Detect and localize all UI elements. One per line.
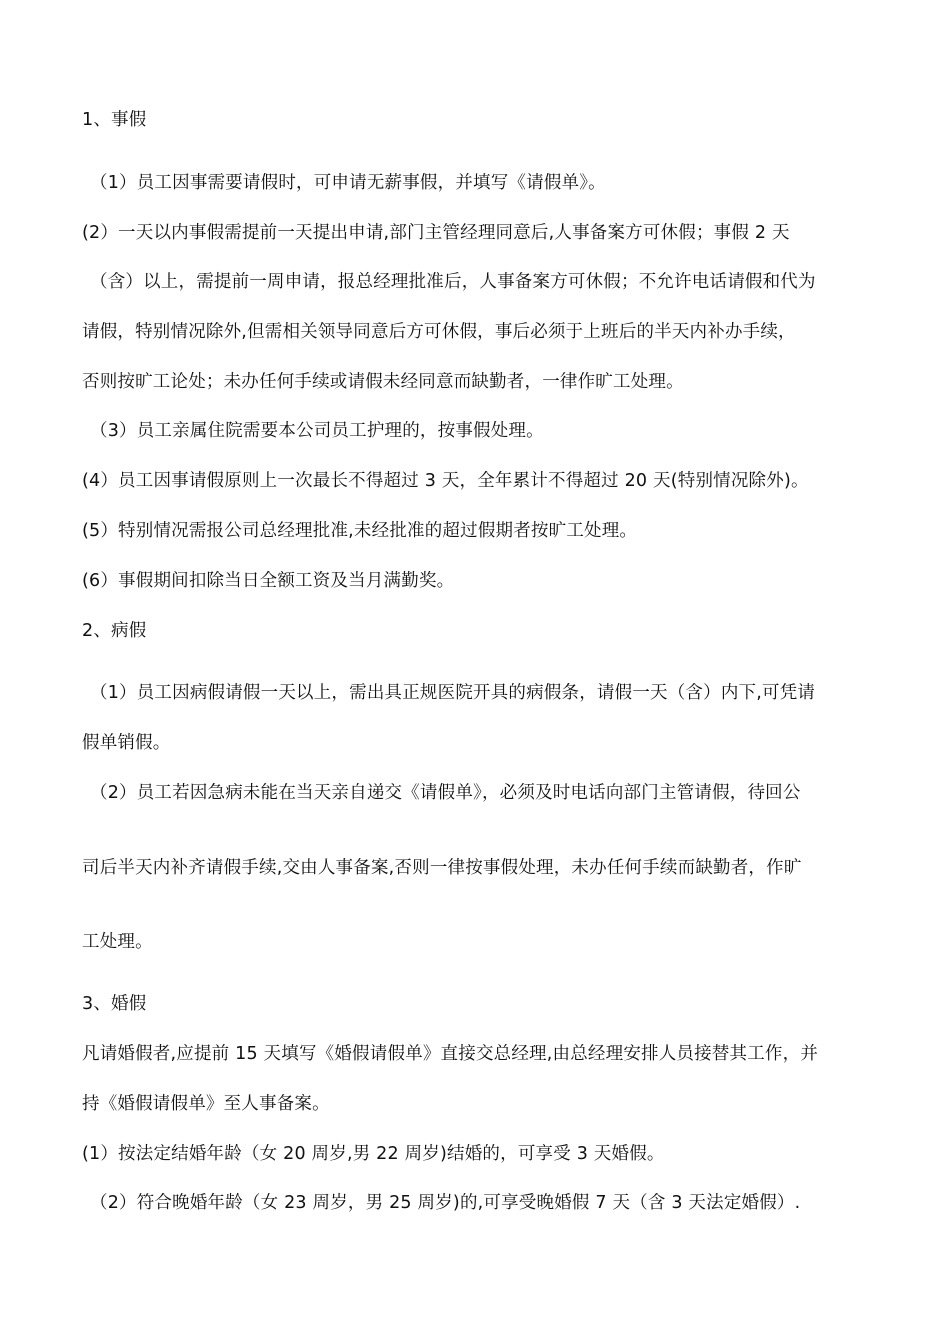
- paragraph-line: (2）一天以内事假需提前一天提出申请,部门主管经理同意后,人事备案方可休假；事假 2 天: [82, 223, 790, 243]
- paragraph: (5）特别情况需报公司总经理批准,未经批准的超过假期者按旷工处理。: [82, 521, 638, 541]
- paragraph-line: （含）以上，需提前一周申请，报总经理批准后，人事备案方可休假；不允许电话请假和代为: [90, 272, 816, 292]
- paragraph: (6）事假期间扣除当日全额工资及当月满勤奖。: [82, 571, 455, 591]
- paragraph-line: 持《婚假请假单》至人事备案。: [82, 1094, 330, 1114]
- paragraph-line: 否则按旷工论处；未办任何手续或请假未经同意而缺勤者，一律作旷工处理。: [82, 372, 684, 392]
- paragraph-line: 请假，特别情况除外,但需相关领导同意后方可休假，事后必须于上班后的半天内补办手续，: [82, 322, 796, 342]
- paragraph: （2）符合晚婚年龄（女 23 周岁，男 25 周岁)的,可享受晚婚假 7 天（含 3 天法定婚假）.: [90, 1193, 801, 1213]
- paragraph: (4）员工因事请假原则上一次最长不得超过 3 天，全年累计不得超过 20 天(特别情况除外)。: [82, 471, 809, 491]
- paragraph-line: 司后半天内补齐请假手续,交由人事备案,否则一律按事假处理，未办任何手续而缺勤者，作旷: [82, 858, 802, 878]
- section-heading-marriage-leave: 3、婚假: [82, 994, 147, 1014]
- paragraph-line: 假单销假。: [82, 733, 171, 753]
- paragraph-line: 凡请婚假者,应提前 15 天填写《婚假请假单》直接交总经理,由总经理安排人员接替其工作，并: [82, 1044, 819, 1064]
- paragraph: (1）按法定结婚年龄（女 20 周岁,男 22 周岁)结婚的，可享受 3 天婚假。: [82, 1144, 665, 1164]
- section-heading-personal-leave: 1、事假: [82, 110, 147, 130]
- section-heading-sick-leave: 2、病假: [82, 621, 147, 641]
- paragraph-line: 工处理。: [82, 932, 153, 952]
- paragraph: （3）员工亲属住院需要本公司员工护理的，按事假处理。: [90, 421, 544, 441]
- paragraph: （1）员工因事需要请假时，可申请无薪事假，并填写《请假单》。: [90, 173, 606, 193]
- paragraph-line: （1）员工因病假请假一天以上，需出具正规医院开具的病假条，请假一天（含）内下,可凭请: [90, 683, 816, 703]
- paragraph-line: （2）员工若因急病未能在当天亲自递交《请假单》，必须及时电话向部门主管请假，待回公: [90, 783, 801, 803]
